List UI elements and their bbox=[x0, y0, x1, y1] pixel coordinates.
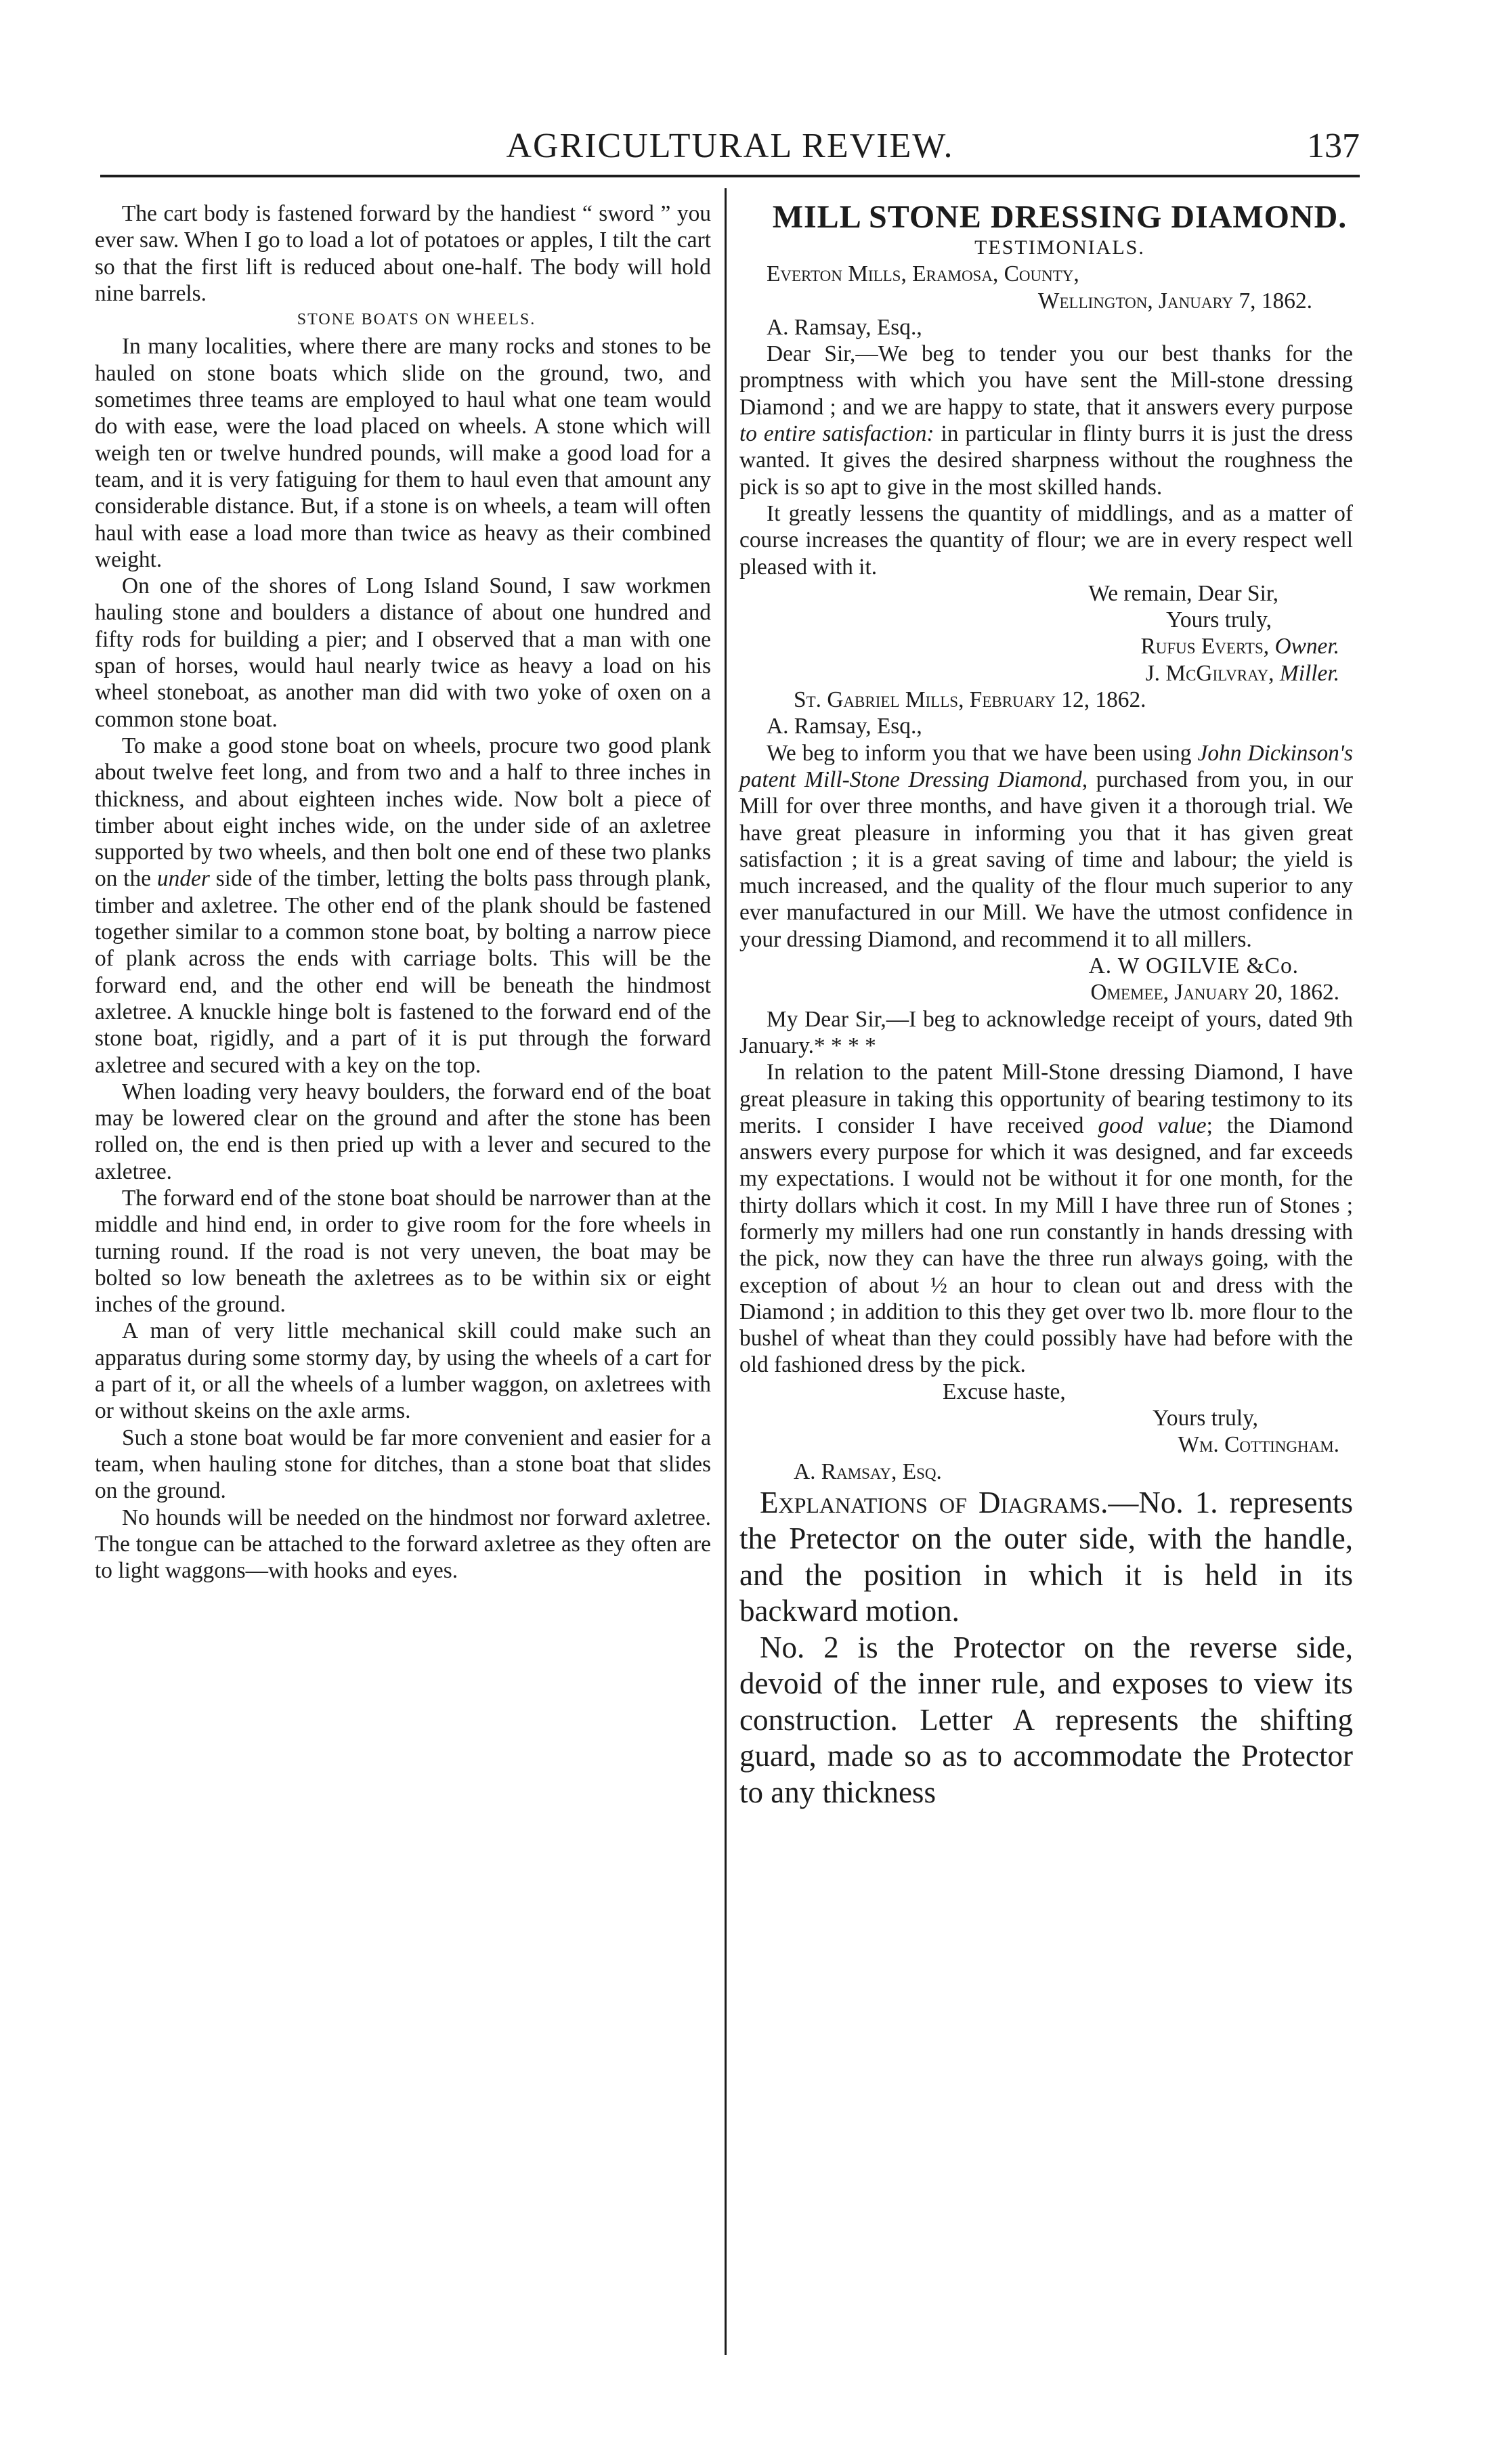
signer-mcgilvray: J. McGilvray, bbox=[1145, 660, 1274, 686]
letter3-emphasis: good value bbox=[1098, 1112, 1207, 1138]
page-number: 137 bbox=[1307, 127, 1360, 165]
explanations-text-1: —No. 1. represents the Pretector on the outer side, with the handle, and the position in which it is held in its backward motion. bbox=[739, 1485, 1353, 1628]
construction-emphasis: under bbox=[156, 866, 210, 892]
localities-paragraph: In many localities, where there are many rocks and stones to be hauled on stone boats which slide on the ground, two, and sometimes three teams are employed to haul what one team would do with ease, were the load placed on wheels. A stone which will weigh ten or twelve hundred pounds, will make a good load for a team, and it is very fatiguing for them to haul even that amount any considerable distance. But, if a stone is on wheels, a team will often haul with ease a load more than twice as heavy as their combined weight. bbox=[95, 334, 711, 572]
construction-text-a: To make a good stone boat on wheels, procure two good plank about twelve feet long, and from two and a half to three inches in thickness, and about eighteen inches wide. Now bolt a piece of timber about eight inches wide, on the under side of an axletree supported by two wheels, and then bolt one end of these two planks on the bbox=[95, 733, 711, 892]
cart-body-paragraph: The cart body is fastened forward by the handiest “ sword ” you ever saw. When I go to load a lot of potatoes or apples, I tilt the cart so that the first lift is reduced about one-half. The body will hold nine barrels. bbox=[95, 201, 711, 306]
letter1-body-2: It greatly lessens the quantity of middlings, and as a matter of course increases the quantity of flour; we are in every respect well pleased with it. bbox=[739, 500, 1353, 580]
letter1-signature-2 bbox=[739, 660, 1353, 687]
letter2-address: A. Ramsay, Esq., bbox=[767, 714, 922, 739]
article-title: MILL STONE DRESSING DIAMOND. bbox=[772, 199, 1348, 235]
letter1-signature-1 bbox=[739, 633, 1353, 660]
letter3-dateline: Omemee, January 20, 1862. bbox=[1090, 980, 1339, 1006]
letter3-excuse: Excuse haste, bbox=[943, 1379, 1066, 1404]
explanations-paragraph-1 bbox=[739, 1485, 1353, 1630]
signer-everts: Rufus Everts, bbox=[1140, 634, 1270, 660]
letter2-text-b: purchased from you, in our Mill for over three months, and have given it a thorough trial. We have great pleasure in informing you that it has given great satisfaction ; it is a great saving of time and labour; the yield is much increased, and the quality of the flour much superior to any ever manufactured in our Mill. We have the utmost confidence in your dressing Diamond, and recommend it to all millers. bbox=[739, 766, 1353, 952]
long-island-paragraph: On one of the shores of Long Island Sound, I saw workmen hauling stone and boulders a distance of about one hundred and fifty rods for building a pier; and I observed that a man with one span of horses, would haul nearly twice as heavy a load on his wheel stoneboat, as another man did with two yoke of oxen on a common stone boat. bbox=[95, 574, 711, 732]
page-header bbox=[100, 119, 1360, 173]
right-column bbox=[739, 200, 1353, 1811]
signer-everts-role: Owner. bbox=[1274, 634, 1339, 660]
column-rule bbox=[725, 188, 727, 2355]
loading-paragraph: When loading very heavy boulders, the forward end of the boat may be lowered clear on the ground and after the stone has been rolled on, the end is then pried up with a lever and secured to the axletree. bbox=[95, 1079, 711, 1184]
letter1-body bbox=[739, 341, 1353, 500]
hounds-paragraph: No hounds will be needed on the hindmost nor forward axletree. The tongue can be attached to the forward axletree as they often are to light waggons—with hooks and eyes. bbox=[95, 1505, 711, 1584]
left-column bbox=[95, 200, 711, 1584]
letter1-emphasis: to entire satisfaction: bbox=[739, 421, 934, 447]
letter1-text-b: in particular in flinty burrs it is just the dress wanted. It gives the desired sharpness without the roughness the pick is so apt to give in the most skilled hands. bbox=[739, 421, 1353, 500]
forward-end-paragraph: The forward end of the stone boat should be narrower than at the middle and hind end, in order to give room for the fore wheels in turning round. If the road is not very uneven, the boat may be bolted so low beneath the axletrees as to be within six or eight inches of the ground. bbox=[95, 1185, 711, 1318]
testimonials-heading: TESTIMONIALS. bbox=[974, 236, 1145, 259]
letter1-closing: We remain, Dear Sir, bbox=[1088, 580, 1278, 606]
letter2-dateline: St. Gabriel Mills, February 12, 1862. bbox=[794, 687, 1146, 713]
letter2-text-a: We beg to inform you that we have been using bbox=[767, 740, 1198, 766]
letter1-dateline-a: Everton Mills, Eramosa, County, bbox=[767, 261, 1079, 287]
letter2-body bbox=[739, 740, 1353, 953]
letter1-text-a: Dear Sir,—We beg to tender you our best thanks for the promptness with which you have sent the Mill-stone dressing Diamond ; and we are happy to state, that it answers every purpose bbox=[739, 341, 1353, 420]
running-title: AGRICULTURAL REVIEW. bbox=[506, 127, 954, 165]
construction-text-b: side of the timber, letting the bolts pass through plank, timber and axletree. The other end of the plank should be fastened together similar to a common stone boat, by bolting a narrow piece of plank across the ends with carriage bolts. This will be the forward end, and the other end will be beneath the hindmost axletree. A knuckle hinge bolt is fastened to the forward end of the stone boat, rigidly, and a part of it is put through the forward axletree and secured with a key on the top. bbox=[95, 866, 711, 1078]
letter1-yours: Yours truly, bbox=[1166, 607, 1272, 633]
convenience-paragraph: Such a stone boat would be far more convenient and easier for a team, when hauling stone for ditches, than a stone boat that slides on the ground. bbox=[95, 1425, 711, 1504]
mechanical-skill-paragraph: A man of very little mechanical skill could make such an apparatus during some stormy day, by using the wheels of a cart for a part of it, or all the wheels of a lumber waggon, on axletrees with or without skeins on the axle arms. bbox=[95, 1318, 711, 1424]
letter2-signature: A. W OGILVIE &Co. bbox=[1088, 953, 1299, 979]
stone-boats-subhead: STONE BOATS ON WHEELS. bbox=[297, 311, 536, 329]
explanations-heading: Explanations of Diagrams. bbox=[760, 1485, 1109, 1519]
explanations-paragraph-2: No. 2 is the Protector on the reverse side, devoid of the inner rule, and exposes to view its construction. Letter A represents the shifting guard, made so as to accommodate the Protector to any thickness bbox=[739, 1630, 1353, 1809]
letter3-text-b: ; the Diamond answers every purpose for which it was designed, and far exceeds my expectations. I would not be without it for one month, for the thirty dollars which it cost. In my Mill I have three run of Stones ; formerly my millers had one run constantly in hands dressing with the pick, now they can have the three run always going, with the exception of about ½ an hour to clean out and dress with the Diamond ; in addition to this they get over two lb. more flour to the bushel of wheat than they could possibly have had before with the old fashioned dress by the pick. bbox=[739, 1112, 1353, 1378]
letter1-dateline-b: Wellington, January 7, 1862. bbox=[1037, 288, 1312, 314]
letter3-signature: Wm. Cottingham. bbox=[1178, 1432, 1339, 1458]
letter2-emphasis: John Dickinson's patent Mill-Stone Dressing Diamond, bbox=[739, 740, 1353, 792]
letter3-address: A. Ramsay, Esq. bbox=[794, 1458, 942, 1484]
letter3-body bbox=[739, 1059, 1353, 1379]
letter3-opening: My Dear Sir,—I beg to acknowledge receipt of yours, dated 9th January.* * * * bbox=[739, 1006, 1353, 1058]
letter3-yours: Yours truly, bbox=[1153, 1406, 1258, 1431]
header-rule bbox=[100, 175, 1360, 177]
construction-paragraph bbox=[95, 733, 711, 1079]
signer-mcgilvray-role: Miller. bbox=[1279, 660, 1339, 686]
letter1-address: A. Ramsay, Esq., bbox=[767, 314, 922, 340]
letter3-text-a: In relation to the patent Mill-Stone dressing Diamond, I have great pleasure in taking this opportunity of bearing testimony to its merits. I consider I have received bbox=[739, 1060, 1353, 1138]
